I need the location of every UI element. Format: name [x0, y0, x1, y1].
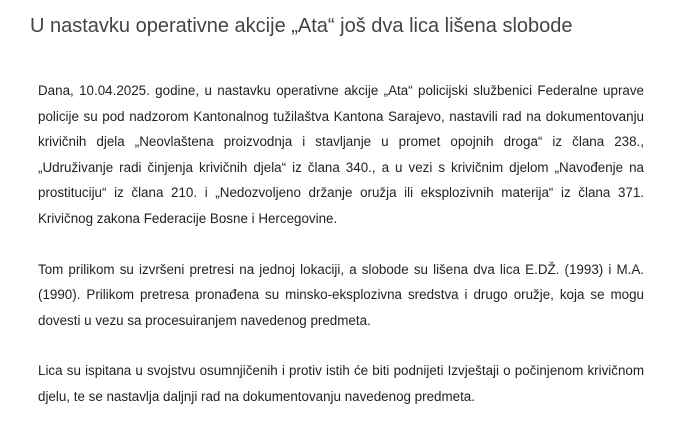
article-paragraph-3: Lica su ispitana u svojstvu osumnjičenih i protiv istih će biti podnijeti Izvještaji o počinjenom krivičnom djelu, te se nastavlja daljnji rad na dokumentovanju navedenog predmeta.: [38, 363, 644, 404]
article-body: [38, 78, 644, 435]
article-title: U nastavku operativne akcije „Ata“ još dva lica lišena slobode: [30, 15, 573, 37]
article-paragraph-2: Tom prilikom su izvršeni pretresi na jednoj lokaciji, a slobode su lišena dva lica E.DŽ. (1993) i M.A. (1990). Prilikom pretresa pronađena su minsko-eksplozivna sredstva i drugo oružje, koja se mogu dovesti u vezu sa procesuiranjem navedenog predmeta.: [38, 261, 644, 328]
article-paragraph-1: Dana, 10.04.2025. godine, u nastavku operativne akcije „Ata“ policijski službenici Federalne uprave policije su pod nadzorom Kantonalnog tužilaštva Kantona Sarajevo, nastavili rad na dokumentovanju krivičnih djela „Neovlaštena proizvodnja i stavljanje u promet opojnih droga“ iz člana 238., „Udruživanje radi činjenja krivičnih djela“ iz člana 340., a u vezi s krivičnim djelom „Navođenje na prostituciju“ iz člana 210. i „Nedozvoljeno držanje oružja ili eksplozivnih materija“ iz člana 371. Krivičnog zakona Federacije Bosne i Hercegovine.: [38, 83, 644, 226]
